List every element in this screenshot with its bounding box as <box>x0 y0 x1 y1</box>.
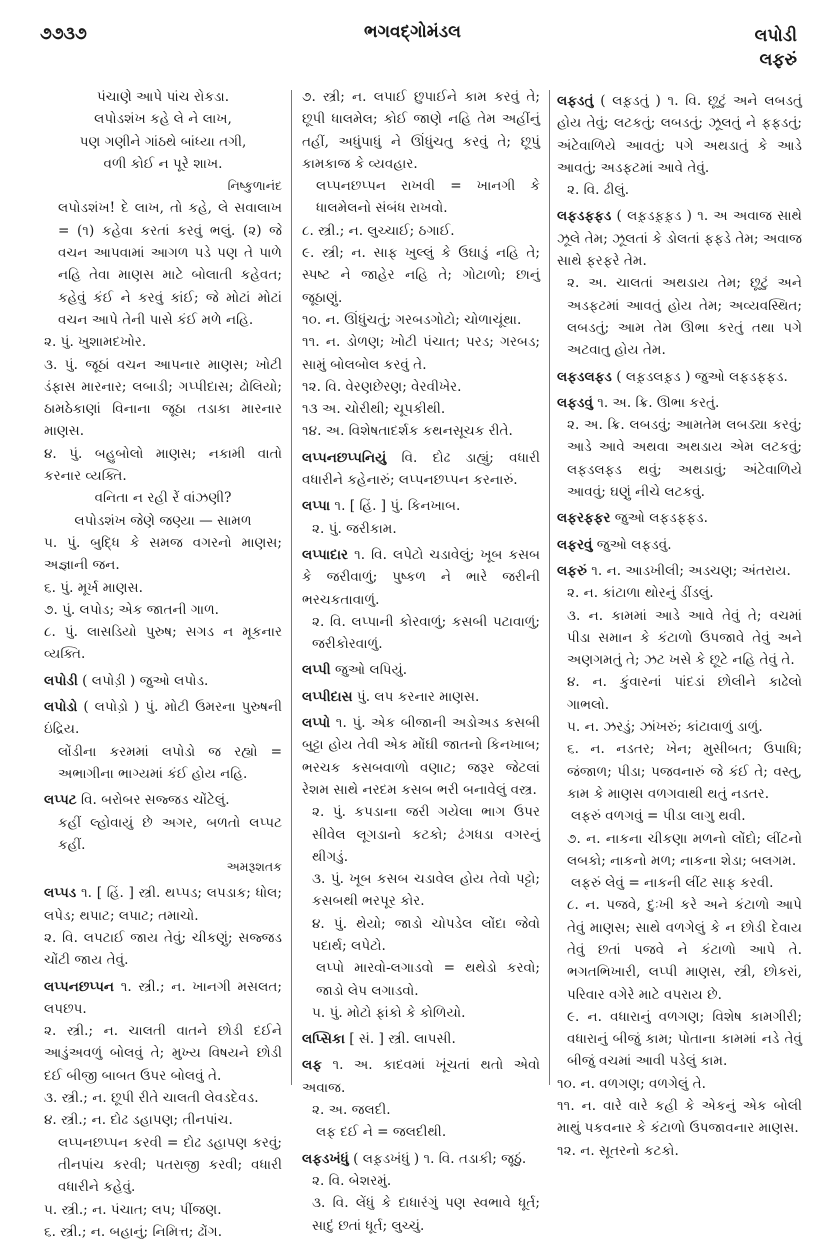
definition-text: લપ્પનછપ્પન રાખવી = ખાનગી કે ધાલમેલનો સંબંધ રાખવો. <box>316 178 540 217</box>
definition-text: ૧૨. વિ. વેરણછેરણ; વેરવીખેર. <box>302 378 462 395</box>
sense-definition <box>557 671 802 716</box>
dictionary-entry <box>302 447 540 492</box>
sense-definition <box>302 86 540 175</box>
sense-definition <box>557 414 802 503</box>
dictionary-entry <box>302 544 540 611</box>
definition-text: ૨. અ. ચાલતાં અથડાય તેમ; છૂટું અને અડફટમાં આવતું હોય તેમ; અવ્યવસ્થિત; લબડતું; આમ તેમ ઊભા કરતું તથા પગે અટવાતુ હોય તેમ. <box>567 275 802 359</box>
definition-text: ૨. વિ. ઢીલું. <box>567 182 630 199</box>
sense-definition <box>44 599 282 621</box>
sense-definition <box>302 220 540 242</box>
definition-text: ૪. ન. કુંવારનાં પાંદડાં છોલીને કાઢેલો ગાભલો. <box>567 674 802 713</box>
definition-text: ૨. વિ. બેશરમું. <box>312 1172 392 1189</box>
definition-text: ૨. પું. જરીકામ. <box>312 520 397 537</box>
definition-text: ૫. સ્ત્રી.; ન. પંચાત; લપ; પીંજણ. <box>44 1201 222 1218</box>
usage-example <box>44 1132 282 1199</box>
usage-example <box>302 1121 540 1143</box>
definition-text: ૫. પું. મોટો ફાંકો કે કોળિયો. <box>312 1004 466 1021</box>
dictionary-entry <box>302 1148 540 1170</box>
definition-text: ૭. ન. નાકના ચીકણા મળનો લોંદો; લીંટનો લબકો; નાકનો મળ; નાકના શેડા; બલગમ. <box>567 830 802 869</box>
definition-text: પું. લપ કરનાર માણસ. <box>352 688 480 705</box>
definition-text: લપોડશંખ જેણે જણ્યા — સામળ <box>74 512 252 529</box>
definition-text: ( લફ઼ડતું ) ૧. વિ. છૂટું અને લબડતું હોય તેવું; લટકતું; લબડતું; ઝૂલતું ને ફફડતું; અંટેવાળિયે આવતું; પગે અથડાતું કે આડે આવતું; અડફટમાં આવે તેવું. <box>557 93 802 176</box>
definition-text: લપોડશંખ કહે લે ને લાખ, <box>94 111 232 128</box>
definition-text: ૧. વિ. લપેટો ચડાવેલું; ખૂબ કસબ કે જરીવાળું; પુષ્કળ ને ભારે જરીની ભરચકતાવાળું. <box>302 546 540 608</box>
dictionary-entry <box>302 1028 540 1050</box>
sense-definition <box>557 1006 802 1073</box>
dictionary-entry <box>302 1054 540 1099</box>
sense-definition <box>44 354 282 443</box>
dictionary-entry <box>557 392 802 414</box>
sense-definition <box>557 716 802 738</box>
page-number: ૭૭૩૭ <box>40 24 87 44</box>
sense-definition <box>557 894 802 1005</box>
sense-definition <box>44 1109 282 1131</box>
dictionary-entry <box>557 560 802 582</box>
definition-text: ૧. અ. કાદવમાં ખૂંચતાં થતો એવો અવાજ. <box>302 1057 540 1096</box>
definition-text: ૧૩ અ. ચોરીથી; ચૂપકીથી. <box>302 401 446 418</box>
definition-text: જુઓ લપિયું. <box>330 662 408 679</box>
definition-text: ૧૦. ન. વળગણ; વળગેલું તે. <box>557 1075 706 1092</box>
definition-text: ૨. વિ. લપટાઈ જાય તેવું; ચીકણું; સજ્જડ ચોંટી જાય તેવું. <box>44 929 282 969</box>
definition-text: ૭. સ્ત્રી; ન. લપાઈ છુપાઈને કામ કરવું તે; છૂપી ધાલમેલ; કોઈ જાણે નહિ તેમ અહીંનું તહીં, અધુંપાધું ને ઊંધુંચતુ કરવું તે; છૂપું કામકાજ કે વ્યવહાર. <box>302 89 540 172</box>
headword: લપ્પટ <box>44 792 77 809</box>
sense-definition <box>557 1073 802 1095</box>
definition-text: ૫. પું. બુદ્ધિ કે સમજ વગરનો માણસ; અજ્ઞાની જન. <box>44 534 282 574</box>
usage-example <box>44 812 282 857</box>
column-3 <box>557 86 802 1162</box>
headword: લફડફફડ <box>557 208 612 225</box>
definition-text: ( લફ઼ડફ઼ફ઼ડ ) ૧. અ અવાજ સાથે ઝૂલે તેમ; ઝૂલતાં કે ડોલતાં ફફડે તેમ; અવાજ સાથે ફરફરે તેમ. <box>557 208 802 270</box>
dictionary-entry <box>44 976 282 1021</box>
usage-example <box>44 197 282 331</box>
dictionary-entry <box>44 789 282 811</box>
definition-text: લોંડીના કરમમાં લપોડો જ રહ્યો = અભાગીના ભાગ્યમાં કંઈ હોય નહિ. <box>58 743 282 782</box>
sense-definition <box>44 621 282 666</box>
definition-text: ૬. સ્ત્રી.; ન. બહાનું; નિમિત્ત; ઢોંગ. <box>44 1223 223 1240</box>
headword: લફડખંધું <box>302 1150 349 1167</box>
guide-word-last: લફરું <box>759 50 797 70</box>
dictionary-entry <box>44 670 282 692</box>
definition-text: પંચાણે આપે પાંચ રોકડા. <box>96 89 230 105</box>
definition-text: ૯. સ્ત્રી; ન. સાફ ખુલ્લું કે ઉઘાડું નહિ તે; સ્પષ્ટ ને જાહેર નહિ તે; ગોટાળો; છાનું જૂઠાણું. <box>302 245 540 306</box>
definition-text: ૧. પું. એક બીજાની અડોઅડ કસબી બુટ્ટા હોય તેવી એક મોંઘી જાતનો કિનખાબ; ભરચક કસબવાળો વણાટ; જરૂર જેટલાં રેશમ સાથે નરદમ કસબ ભરી બનાવેલું વસ્ત્ર. <box>302 715 540 798</box>
headword: લપોડો <box>44 699 78 716</box>
definition-text: ૮. પું. લાસડિયો પુરુષ; સગડ ન મૂકનાર વ્યક્તિ. <box>44 624 282 663</box>
definition-text: ૬. પું. મૂર્ખ માણસ. <box>44 579 143 596</box>
definition-text: ૨. વિ. લપ્પાની કોરવાળું; કસબી પટાવાળું; જરીકોરવાળું. <box>312 613 540 653</box>
definition-text: લફ દઈ ને = જલદીથી. <box>316 1124 447 1141</box>
usage-example <box>302 175 540 220</box>
definition-text: ૩. પું. જૂઠાં વચન આપનાર માણસ; ખોટી ડંફાસ મારનાર; લબાડી; ગપ્પીદાસ; ઢોલિયો; ઠામઠેકાણાં વિનાના જૂઠા તડાકા મારનાર માણસ. <box>44 356 282 440</box>
definition-text: [ સં. ] સ્ત્રી. લાપસી. <box>344 1031 456 1048</box>
sense-definition <box>302 398 540 420</box>
quotation-line <box>44 86 282 108</box>
sense-definition <box>302 309 540 331</box>
sense-definition <box>557 179 802 201</box>
definition-text: ૧૨. ન. સૂતરનો કટકો. <box>557 1142 679 1159</box>
sense-definition <box>302 868 540 913</box>
definition-text: ( લફ઼ડખંધું ) ૧. વિ. તડાકી; જૂઠું. <box>348 1150 527 1167</box>
quotation-line <box>44 153 282 175</box>
definition-text: ૫. ન. ઝરડું; ઝાંખરું; કાંટાવાળું ડાળું. <box>567 719 763 736</box>
headword: લપ્પીદાસ <box>302 688 353 705</box>
headword: લફરું <box>557 562 587 579</box>
definition-text: ૪. સ્ત્રી.; ન. દોઢ ડહાપણ; તીનપાંચ. <box>44 1112 233 1129</box>
definition-text: ૨. પું. ખુશામદખોર. <box>44 334 147 351</box>
dictionary-entry <box>557 507 802 529</box>
definition-text: ૧. ન. આડખીલી; અડચણ; અંતરાય. <box>586 562 791 579</box>
definition-text: ૮. સ્ત્રી.; ન. લુચ્ચાઈ; ઠગાઈ. <box>302 222 455 239</box>
definition-text: લફરું વળગવું = પીડા લાગુ થવી. <box>571 808 746 825</box>
column-1 <box>44 86 282 1243</box>
sense-definition <box>557 272 802 361</box>
sense-definition <box>557 828 802 873</box>
headword: લપ્પો <box>302 715 331 732</box>
dictionary-entry <box>557 534 802 556</box>
guide-word-first: લપોડી <box>754 26 797 46</box>
headword: લપ્પનછપ્પનિયું <box>302 449 387 466</box>
dictionary-entry <box>302 686 540 708</box>
sense-definition <box>557 1095 802 1140</box>
sense-definition <box>302 518 540 540</box>
definition-text: જુઓ લફડવું. <box>592 536 672 553</box>
quotation-line <box>44 108 282 130</box>
definition-text: લપ્પો મારવો-લગાડવો = થથેડો કરવો; જાડો લેપ લગાડવો. <box>316 960 540 999</box>
sense-definition <box>44 532 282 577</box>
headword: લપોડી <box>44 672 78 689</box>
sense-definition <box>44 1020 282 1087</box>
sense-definition <box>44 927 282 972</box>
definition-text: લફરું લેવું = નાકની લીંટ સાફ કરવી. <box>571 875 774 892</box>
dictionary-entry <box>44 696 282 741</box>
sense-definition <box>302 1099 540 1121</box>
definition-text: ૪. પું. બહુબોલો માણસ; નકામી વાતો કરનાર વ્યક્તિ. <box>44 445 282 485</box>
definition-text: ( લપોડ઼ી ) જુઓ લપોડ. <box>77 672 209 689</box>
definition-text: ૧૦. ન. ઊંધુંચતું; ગરબડગોટો; ચોળાચૂંથા. <box>302 311 522 328</box>
headword: લફડલફડ <box>557 368 612 385</box>
sense-definition <box>302 1170 540 1192</box>
dictionary-entry <box>557 205 802 272</box>
definition-text: ૨. પું. કપડાના જરી ગયેલા ભાગ ઉપર સીવેલ લૂગડાનો કટકો; ઢંગધડા વગરનું થીગડું. <box>312 804 540 865</box>
quotation-line <box>44 131 282 153</box>
definition-text: ૧૧. ન. વારે વારે કહી કે એકનું એક બોલી માથું પકવનાર કે કંટાળો ઉપજાવનાર માણસ. <box>557 1098 802 1137</box>
sense-definition <box>302 1192 540 1237</box>
definition-text: ૬. ન. નડતર; ખેન; મુસીબત; ઉપાધિ; જંજાળ; પીડા; પજવનારું જે કંઈ તે; વસ્તુ, કામ કે માણસ વળગવાથી થતું નડતર. <box>567 741 802 802</box>
definition-text: વનિતા ન રહી રેં વાંઝણી? <box>94 490 232 507</box>
sense-definition <box>44 1199 282 1221</box>
sense-definition <box>302 611 540 656</box>
headword: લપ્પી <box>302 662 331 679</box>
quotation-line <box>44 510 282 532</box>
quotation-source <box>44 856 282 878</box>
sense-definition <box>44 1087 282 1109</box>
headword: લપ્પાદાર <box>302 546 349 563</box>
definition-text: ૩. સ્ત્રી.; ન. છૂપી રીતે ચાલતી લેવડદેવડ. <box>44 1090 259 1107</box>
definition-text: ૧. [ હિં. ] પું. કિનખાબ. <box>330 498 461 515</box>
sense-definition <box>302 376 540 398</box>
definition-text: ૨. અ. જલદી. <box>312 1102 391 1119</box>
dictionary-entry <box>557 90 802 179</box>
definition-text: નિષ્કુળાનંદ <box>227 178 282 194</box>
sense-definition <box>302 242 540 309</box>
usage-example <box>557 805 802 827</box>
definition-text: ૧૧. ન. ડોળણ; ખોટી પંચાત; પરડ; ગરબડ; સામું બોલબોલ કરવું તે. <box>302 334 540 373</box>
definition-text: ( લફ઼ડલફ઼ડ ) જુઓ લફડફફડ. <box>611 368 788 385</box>
sense-definition <box>557 1140 802 1162</box>
definition-text: ( લપોડ઼ો ) પું. મોટી ઉમરના પુરુષની ઇંદ્રિય. <box>44 699 282 738</box>
quotation-source <box>44 175 282 197</box>
definition-text: ૯. ન. વધારાનું વળગણ; વિશેષ કામગીરી; વધારાનું બીજું કામ; પોતાના કામમાં નડે તેવું બીજું વચમાં આવી પડેલું કામ. <box>567 1008 802 1070</box>
headword: લફ <box>302 1057 322 1074</box>
sense-definition <box>302 913 540 958</box>
usage-example <box>557 872 802 894</box>
headword: લપ્પડ <box>44 885 77 902</box>
sense-definition <box>44 577 282 599</box>
definition-text: ૧. અ. ક્રિ. ઊભા કરતું. <box>592 394 720 411</box>
column-2 <box>302 86 540 1237</box>
sense-definition <box>44 443 282 488</box>
dictionary-entry <box>302 495 540 517</box>
definition-text: ૨. અ. ક્રિ. લબડવું; આમતેમ લબડ્યા કરવું; આડે આવે અથવા અથડાય એમ લટકવું; લફડલફડ થવું; અથડાવું; અંટેવાળિયે આવવું; ઘણું નીચે લટકવું. <box>567 417 802 501</box>
definition-text: વિ. બરોબર સજ્જડ ચોંટેલું. <box>76 792 230 809</box>
definition-text: ૮. ન. પજવે, દુઃખી કરે અને કંટાળો આપે તેવું માણસ; સાથે વળગેલું કે ન છોડી દેવાય તેવું છતાં પજવે ને કંટાળો આપે તે. ભગતભિખારી, લપ્પી માણસ, સ્ત્રી, છોકરાં, પરિવાર વગેરે માટે વપરાય છે. <box>567 897 802 1003</box>
column-divider <box>291 90 292 1085</box>
headword: લપ્પનછપ્પન <box>44 978 115 995</box>
definition-text: ૨. સ્ત્રી.; ન. ચાલતી વાતને છોડી દઈને આડુંઅવળું બોલવું તે; મુખ્ય વિષયને છોડી દઈ બીજી બાબત ઉપર બોલવું તે. <box>44 1023 282 1084</box>
column-divider <box>549 90 550 1085</box>
definition-text: ૩. પું. ખૂબ કસબ ચડાવેલ હોય તેવો પટ્ટો; કસબથી ભરપૂર કોર. <box>312 871 540 910</box>
definition-text: ૧. [ હિં. ] સ્ત્રી. થપ્પડ; લપડાક; ધોલ; લપેડ; થપાટ; લપાટ; તમાચો. <box>44 885 282 924</box>
headword: લપ્સિકા <box>302 1031 345 1048</box>
definition-text: વિ. દોઢ ડાહ્યું; વધારી વધારીને કહેનારું; લપ્પનછપ્પન કરનારું. <box>302 449 540 489</box>
page-title: ભગવદ્ગોમંડલ <box>364 22 461 42</box>
sense-definition <box>302 420 540 442</box>
definition-text: અમરૂશતક <box>226 859 282 875</box>
headword: લફડવું <box>557 394 593 411</box>
usage-example <box>44 741 282 786</box>
definition-text: કહીં લ્હોવાયું છે અગર, બળતો લપ્પટ કહીં. <box>58 814 282 853</box>
sense-definition <box>44 1221 282 1243</box>
definition-text: લપ્પનછપ્પન કરવી = દોઢ ડહાપણ કરવું; તીનપાંચ કરવી; પતરાજી કરવી; વધારી વધારીને કહેવું. <box>58 1134 282 1196</box>
definition-text: લપોડશંખ! દે લાખ, તો કહે, લે સવાલાખ = (૧) કહેવા કરતાં કરવું ભલું. (૨) જે વચન આપવામાં આગળ પડે પણ તે પાળે નહિ તેવા માણસ માટે બોલાતી કહેવત; કહેવું કંઈ ને કરવું કાંઈ; જે મોટાં મોટાં વચન આપે તેની પાસે કંઈ મળે નહિ. <box>58 200 282 328</box>
usage-example <box>302 957 540 1002</box>
dictionary-entry <box>44 882 282 927</box>
definition-text: ૩. ન. કામમાં આડે આવે તેવું તે; વચમાં પીડા સમાન કે કંટાળો ઉપજાવે તેવું અને અણગમતું તે; ઝટ ખસે કે છૂટે નહિ તેવું તે. <box>567 607 802 669</box>
sense-definition <box>557 582 802 604</box>
quotation-line <box>44 487 282 509</box>
headword: લપ્પા <box>302 498 331 515</box>
sense-definition <box>302 1002 540 1024</box>
definition-text: ૪. પું. થેયો; જાડો ચોપડેલ લોંદા જેવો પદાર્થ; લપેટો. <box>312 915 540 954</box>
definition-text: ૨. ન. કાંટાળા થોરનું ડીંડલું. <box>567 585 714 602</box>
definition-text: ૧. સ્ત્રી.; ન. ખાનગી મસલત; લપછપ. <box>44 978 282 1017</box>
headword: લફડતું <box>557 93 594 109</box>
definition-text: વળી કોઈ ન પૂરે શાખ. <box>103 155 223 172</box>
headword: લફરફફર <box>557 510 611 527</box>
definition-text: ૭. પું. લપોડ; એક જાતની ગાળ. <box>44 601 220 618</box>
sense-definition <box>557 605 802 672</box>
definition-text: જુઓ લફડફફડ. <box>610 510 708 527</box>
dictionary-entry <box>302 659 540 681</box>
sense-definition <box>44 331 282 353</box>
sense-definition <box>302 331 540 376</box>
headword: લફરવું <box>557 536 593 553</box>
definition-text: ૧૪. અ. વિશેષતાદર્શક કથનસૂચક રીતે. <box>302 423 513 440</box>
dictionary-entry <box>557 366 802 388</box>
dictionary-entry <box>302 712 540 801</box>
sense-definition <box>557 738 802 805</box>
definition-text: પણ ગણીને ગાંઠથે બાંધ્યા તગી, <box>79 133 247 150</box>
sense-definition <box>302 801 540 868</box>
definition-text: ૩. વિ. લેંધું કે દાધારંગું પણ સ્વભાવે ધૂર્ત; સાદું છતાં ધૂર્ત; લુચ્ચું. <box>312 1195 540 1234</box>
